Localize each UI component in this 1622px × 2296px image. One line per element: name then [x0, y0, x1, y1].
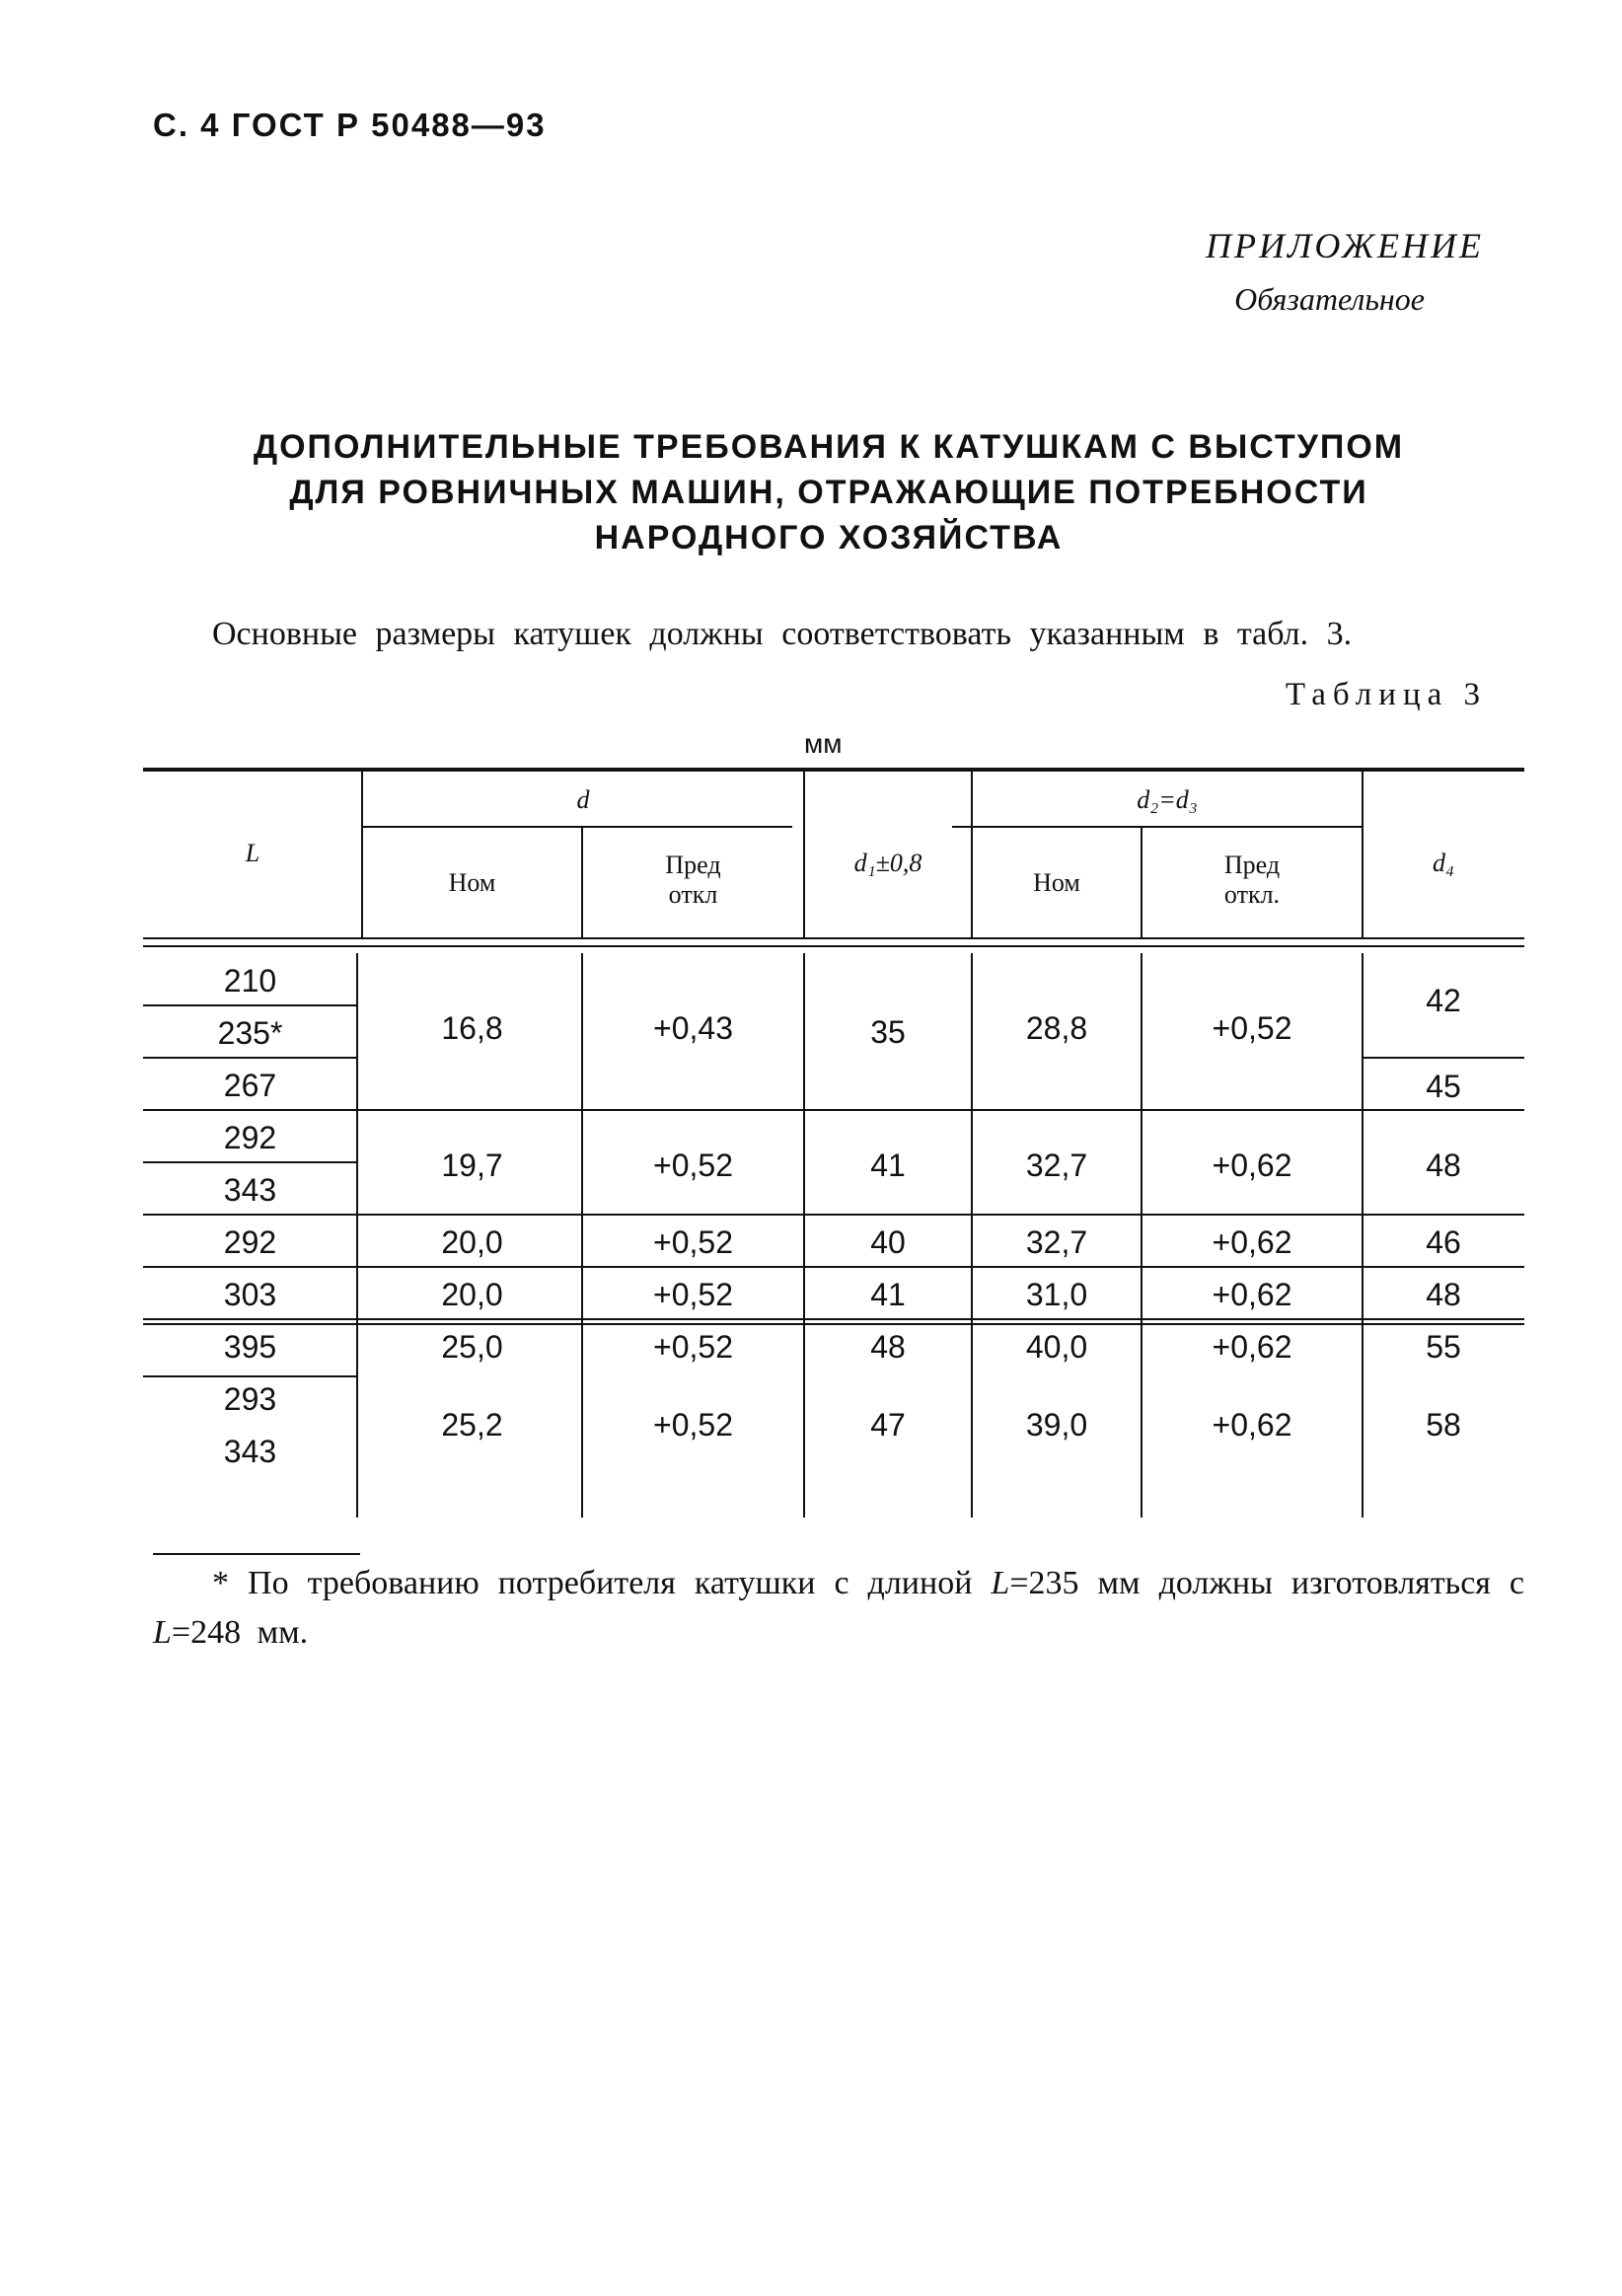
table-cell-d2-tol: +0,62	[1212, 1277, 1292, 1312]
table-cell-d1: 35	[870, 1014, 906, 1050]
footnote-variable: L	[991, 1565, 1010, 1601]
table-cell-d2-nom: 32,7	[1025, 1224, 1088, 1260]
title-line: ДЛЯ РОВНИЧНЫХ МАШИН, ОТРАЖАЮЩИЕ ПОТРЕБНОСТИ	[289, 474, 1368, 511]
table-cell-d4: 58	[1426, 1407, 1461, 1443]
appendix-label: ПРИЛОЖЕНИЕ	[1206, 226, 1484, 265]
table-cell-d-nom: 25,2	[441, 1407, 503, 1443]
table-cell-d-nom: 16,8	[441, 1010, 503, 1046]
footnote-text: =248 мм.	[171, 1614, 309, 1651]
table-cell-L: 343	[223, 1172, 277, 1208]
table-cell-d-nom: 20,0	[441, 1224, 503, 1260]
table-cell-d2-tol: +0,62	[1212, 1148, 1292, 1183]
table-cell-L: 210	[223, 963, 277, 999]
table-cell-d-nom: 25,0	[441, 1329, 503, 1365]
table-cell-d4: 48	[1426, 1277, 1461, 1312]
table-cell-L: 235*	[217, 1015, 283, 1051]
header-L: L	[245, 839, 260, 867]
table-cell-d2-nom: 40,0	[1025, 1329, 1088, 1365]
table-cell-d-tol: +0,52	[653, 1329, 733, 1365]
appendix-status: Обязательное	[1234, 281, 1425, 317]
table-cell-L: 292	[223, 1224, 277, 1260]
footnote-text: =235 мм должны изготовляться с	[1009, 1565, 1525, 1601]
table-cell-d2-nom: 31,0	[1025, 1277, 1088, 1312]
table-cell-d-nom: 20,0	[441, 1277, 503, 1312]
section-title	[148, 424, 1510, 560]
footnote-text: По требованию потребителя катушки с длиной	[248, 1565, 973, 1601]
table-cell-d2-nom: 39,0	[1025, 1407, 1088, 1443]
table-cell-L: 303	[223, 1277, 277, 1312]
title-line: НАРОДНОГО ХОЗЯЙСТВА	[594, 519, 1064, 556]
table-label: Таблица 3	[1285, 677, 1487, 712]
header-d: d	[576, 785, 590, 814]
table-cell-d2-tol: +0,52	[1212, 1010, 1292, 1046]
table-cell-d-tol: +0,52	[653, 1277, 733, 1312]
table-cell-d-nom: 19,7	[441, 1148, 503, 1183]
table-cell-d2-tol: +0,62	[1212, 1407, 1292, 1443]
table-cell-L: 267	[223, 1068, 277, 1103]
table-cell-d2-tol: +0,62	[1212, 1329, 1292, 1365]
header-d2-d3: d₂=d₃	[1137, 785, 1198, 814]
table-cell-d1: 41	[870, 1148, 906, 1183]
footnote	[153, 1559, 1524, 1658]
table-cell-d1: 48	[870, 1329, 906, 1365]
table-cell-d2-nom: 28,8	[1025, 1010, 1088, 1046]
page-reference: С. 4 ГОСТ Р 50488—93	[153, 107, 547, 143]
table-cell-L: 293	[223, 1381, 277, 1417]
table-cell-d1: 40	[870, 1224, 906, 1260]
table-cell-d4: 46	[1426, 1224, 1461, 1260]
table-cell-L: 343	[223, 1434, 277, 1469]
header-d1: d₁±0,8	[853, 849, 922, 877]
table-units: мм	[804, 728, 843, 759]
table-cell-d4: 48	[1426, 1148, 1461, 1183]
table-cell-d4: 55	[1426, 1329, 1461, 1365]
dimensions-table	[143, 768, 1524, 1518]
header-d2-tol: Пред откл.	[1223, 851, 1281, 909]
table-cell-d4: 42	[1426, 983, 1461, 1018]
table-cell-d2-nom: 32,7	[1025, 1148, 1088, 1183]
footnote-rule	[153, 1553, 360, 1555]
title-line: ДОПОЛНИТЕЛЬНЫЕ ТРЕБОВАНИЯ К КАТУШКАМ С ВЫСТУПОМ	[253, 428, 1405, 466]
header-d-nom: Ном	[448, 868, 496, 897]
footnote-mark: *	[212, 1565, 229, 1601]
header-d-tol: Пред откл	[665, 851, 721, 909]
table-cell-d-tol: +0,52	[653, 1224, 733, 1260]
table-cell-d-tol: +0,43	[653, 1010, 733, 1046]
table-cell-d-tol: +0,52	[653, 1407, 733, 1443]
header-d4: d₄	[1432, 849, 1455, 877]
table-cell-L: 292	[223, 1120, 277, 1155]
table-cell-d-tol: +0,52	[653, 1148, 733, 1183]
table-cell-d1: 47	[870, 1407, 906, 1443]
header-d2-nom: Ном	[1033, 868, 1080, 897]
footnote-variable: L	[153, 1614, 172, 1651]
table-cell-d4: 45	[1426, 1069, 1461, 1104]
table-cell-d1: 41	[870, 1277, 906, 1312]
table-cell-d2-tol: +0,62	[1212, 1224, 1292, 1260]
intro-paragraph: Основные размеры катушек должны соответствовать указанным в табл. 3.	[212, 616, 1353, 652]
table-cell-L: 395	[223, 1329, 277, 1365]
